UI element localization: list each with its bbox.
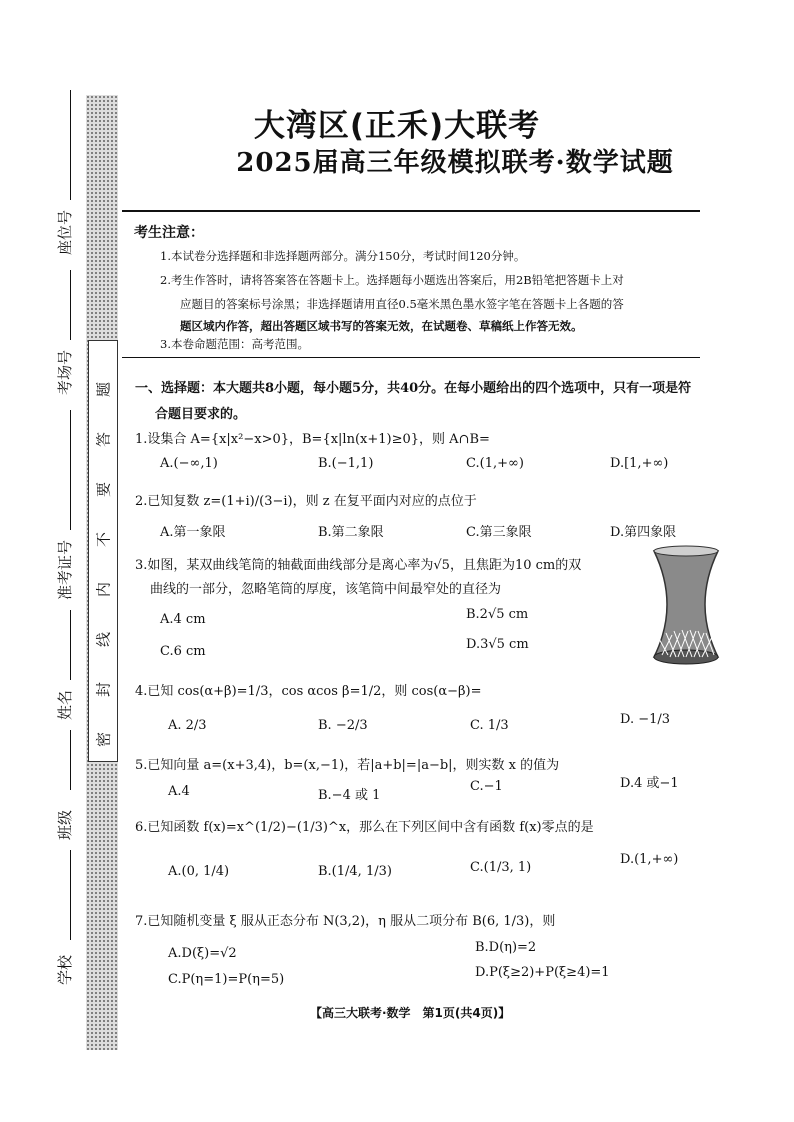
q6-option-c[interactable]: C.(1/3, 1)	[470, 860, 532, 875]
q2-option-a[interactable]: A.第一象限	[160, 525, 226, 540]
q4-option-b[interactable]: B. −2/3	[318, 718, 368, 733]
q4-option-d[interactable]: D. −1/3	[620, 712, 671, 727]
class-label: 班级	[56, 809, 74, 840]
seal-char: 密	[94, 732, 113, 748]
seal-char: 内	[94, 582, 113, 598]
q6-option-b[interactable]: B.(1/4, 1/3)	[318, 864, 392, 879]
seal-char: 题	[94, 382, 113, 398]
class-line[interactable]	[70, 730, 71, 790]
exam-title: 大湾区(正禾)大联考	[253, 108, 541, 144]
q5-option-b[interactable]: B.−4 或 1	[318, 788, 381, 803]
name-label: 姓名	[56, 689, 74, 720]
q4-option-a[interactable]: A. 2/3	[168, 718, 207, 733]
page-footer: 【高三大联考·数学 第1页(共4页)】	[310, 1006, 511, 1020]
notice-item: 1.本试卷分选择题和非选择题两部分。满分150分，考试时间120分钟。	[160, 249, 526, 263]
notice-item: 2.考生作答时，请将答案答在答题卡上。选择题每小题选出答案后，用2B铅笔把答题卡上对	[160, 273, 624, 287]
name-line[interactable]	[70, 610, 71, 680]
q6-option-a[interactable]: A.(0, 1/4)	[168, 864, 230, 879]
question-6-stem: 6.已知函数 f(x)=x^(1/2)−(1/3)^x，那么在下列区间中含有函数 f(x)零点的是	[135, 820, 594, 835]
seal-line-column	[88, 340, 118, 762]
ticket-number-label: 准考证号	[56, 539, 74, 600]
notice-item-cont: 题区域内作答，超出答题区域书写的答案无效，在试题卷、草稿纸上作答无效。	[180, 319, 583, 333]
question-1-stem: 1.设集合 A={x|x²−x>0}，B={x|ln(x+1)≥0}，则 A∩B=	[135, 432, 490, 447]
q7-option-a[interactable]: A.D(ξ)=√2	[168, 946, 237, 961]
q2-option-c[interactable]: C.第三象限	[466, 525, 532, 540]
room-number-label: 考场号	[56, 349, 74, 395]
school-label: 学校	[56, 954, 74, 985]
seal-char: 答	[94, 432, 113, 448]
ticket-number-line[interactable]	[70, 410, 71, 530]
notice-item-cont: 应题目的答案标号涂黑；非选择题请用直径0.5毫米黑色墨水签字笔在答题卡上各题的答	[180, 297, 624, 311]
candidate-notice	[122, 210, 700, 358]
school-line[interactable]	[70, 850, 71, 940]
section-heading: 一、选择题：本大题共8小题，每小题5分，共40分。在每小题给出的四个选项中，只有一项是符	[135, 381, 692, 396]
q3-option-b[interactable]: B.2√5 cm	[466, 607, 529, 622]
question-2-stem: 2.已知复数 z=(1+i)/(3−i)，则 z 在复平面内对应的点位于	[135, 494, 477, 509]
q7-option-c[interactable]: C.P(η=1)=P(η=5)	[168, 972, 285, 987]
seal-char: 不	[94, 532, 113, 548]
question-5-stem: 5.已知向量 a=(x+3,4)，b=(x,−1)，若|a+b|=|a−b|，则实数 x 的值为	[135, 758, 560, 773]
exam-subtitle: 2025届高三年级模拟联考·数学试题	[236, 148, 674, 178]
question-4-stem: 4.已知 cos(α+β)=1/3，cos αcos β=1/2，则 cos(α−β)=	[135, 684, 482, 699]
q6-option-d[interactable]: D.(1,+∞)	[620, 852, 679, 867]
room-number-line[interactable]	[70, 270, 71, 340]
question-3-stem-cont: 曲线的一部分，忽略笔筒的厚度，该笔筒中间最窄处的直径为	[150, 582, 502, 597]
q2-option-b[interactable]: B.第二象限	[318, 525, 384, 540]
q4-option-c[interactable]: C. 1/3	[470, 718, 509, 733]
q3-option-c[interactable]: C.6 cm	[160, 644, 206, 659]
seal-char: 线	[94, 632, 113, 648]
q5-option-c[interactable]: C.−1	[470, 779, 503, 794]
q7-option-d[interactable]: D.P(ξ≥2)+P(ξ≥4)=1	[475, 965, 610, 980]
q1-option-d[interactable]: D.[1,+∞)	[610, 456, 669, 471]
q5-option-d[interactable]: D.4 或−1	[620, 776, 679, 791]
seat-number-label: 座位号	[56, 209, 74, 255]
q1-option-c[interactable]: C.(1,+∞)	[466, 456, 524, 471]
section-heading-cont: 合题目要求的。	[155, 407, 247, 422]
q7-option-b[interactable]: B.D(η)=2	[475, 940, 537, 955]
q5-option-a[interactable]: A.4	[168, 784, 190, 799]
q3-option-a[interactable]: A.4 cm	[160, 612, 206, 627]
q1-option-b[interactable]: B.(−1,1)	[318, 456, 374, 471]
pen-holder-image	[648, 545, 724, 667]
seal-char: 要	[94, 482, 113, 498]
notice-title: 考生注意：	[134, 225, 204, 241]
q1-option-a[interactable]: A.(−∞,1)	[160, 456, 218, 471]
seal-char: 封	[94, 682, 113, 698]
question-7-stem: 7.已知随机变量 ξ 服从正态分布 N(3,2)，η 服从二项分布 B(6, 1/3)，则	[135, 914, 556, 929]
question-3-stem: 3.如图，某双曲线笔筒的轴截面曲线部分是离心率为√5，且焦距为10 cm的双	[135, 558, 582, 573]
q2-option-d[interactable]: D.第四象限	[610, 525, 677, 540]
notice-item: 3.本卷命题范围：高考范围。	[160, 337, 309, 351]
q3-option-d[interactable]: D.3√5 cm	[466, 637, 529, 652]
